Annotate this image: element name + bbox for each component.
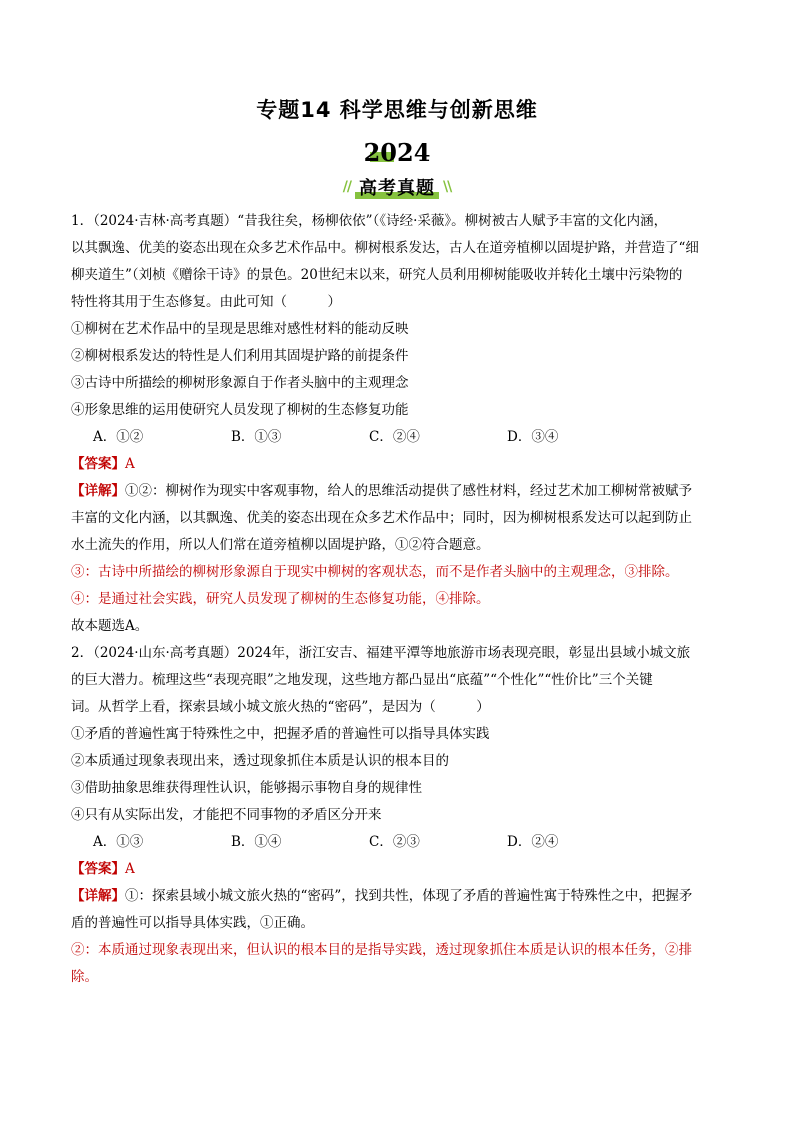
question-text-line: 以其飘逸、优美的姿态出现在众多艺术作品中。柳树根系发达，古人在道旁植柳以固堤护路，并营造了“细 — [71, 240, 699, 256]
answer-value: A — [125, 861, 135, 877]
detail-line — [71, 883, 727, 910]
detail-text: ①②：柳树作为现实中客观事物，给人的思维活动提供了感性材料，经过艺术加工柳树常被赋予 — [125, 483, 692, 499]
question-text-line: 1．（2024·吉林·高考真题）“昔我往矣，杨柳依依”（《诗经·采薇》。柳树被古人赋予丰富的文化内涵， — [71, 213, 668, 229]
question-2 — [71, 640, 727, 991]
detail-text: 丰富的文化内涵，以其飘逸、优美的姿态出现在众多艺术作品中；同时，因为柳树根系发达可以起到防止 — [71, 510, 692, 526]
answer-line — [71, 856, 727, 883]
statement: ①矛盾的普遍性寓于特殊性之中，把握矛盾的普遍性可以指导具体实践 — [71, 726, 490, 742]
section-banner — [343, 174, 451, 200]
question-text-line: 柳夹道生”（刘桢《赠徐干诗》的景色。20世纪末以来，研究人员利用柳树能吸收并转化土壤中污染物的 — [71, 267, 683, 283]
answer-tag: 【答案】 — [71, 456, 125, 472]
statement: ③借助抽象思维获得理性认识，能够揭示事物自身的规律性 — [71, 780, 422, 796]
answer-tag: 【答案】 — [71, 861, 125, 877]
option-b: B．①④ — [231, 834, 282, 850]
questions-content — [71, 208, 727, 991]
conclusion: 故本题选A。 — [71, 618, 149, 634]
section-banner-label: 高考真题 — [355, 174, 439, 200]
statement: ②本质通过现象表现出来，透过现象抓住本质是认识的根本目的 — [71, 753, 449, 769]
answer-value: A — [125, 456, 135, 472]
banner-slash-right: \\ — [443, 179, 452, 195]
detail-text-red: ②：本质通过现象表现出来，但认识的根本目的是指导实践，透过现象抓住本质是认识的根本任务，②排 — [71, 942, 692, 958]
option-c: C．②④ — [369, 429, 420, 445]
question-text-line: 词。从哲学上看，探索县域小城文旅火热的“密码”，是因为（ ） — [71, 699, 490, 715]
question-text-line: 2．（2024·山东·高考真题）2024年，浙江安吉、福建平潭等地旅游市场表现亮眼，彰显出县域小城文旅 — [71, 645, 691, 661]
page-title: 专题14 科学思维与创新思维 — [256, 98, 538, 122]
detail-text-red: 除。 — [71, 969, 98, 985]
answer-line — [71, 451, 727, 478]
option-a: A．①② — [93, 429, 144, 445]
detail-text: 盾的普遍性可以指导具体实践，①正确。 — [71, 915, 314, 931]
question-1 — [71, 208, 727, 640]
option-a: A．①③ — [93, 834, 144, 850]
statement: ①柳树在艺术作品中的呈现是思维对感性材料的能动反映 — [71, 321, 409, 337]
detail-line — [71, 478, 727, 505]
statement: ③古诗中所描绘的柳树形象源自于作者头脑中的主观理念 — [71, 375, 409, 391]
statement: ④只有从实际出发，才能把不同事物的矛盾区分开来 — [71, 807, 382, 823]
year-heading: 2024 — [363, 138, 431, 167]
statement: ④形象思维的运用使研究人员发现了柳树的生态修复功能 — [71, 402, 409, 418]
question-text-line: 的巨大潜力。梳理这些“表现亮眼”之地发现，这些地方都凸显出“底蕴”“个性化”“性价比”三个关键 — [71, 672, 653, 688]
option-b: B．①③ — [231, 429, 282, 445]
question-text-line: 特性将其用于生态修复。由此可知（ ） — [71, 294, 341, 310]
detail-text: ①：探索县域小城文旅火热的“密码”，找到共性，体现了矛盾的普遍性寓于特殊性之中，把握矛 — [125, 888, 693, 904]
options-row — [71, 424, 727, 451]
detail-text: 水土流失的作用，所以人们常在道旁植柳以固堤护路，①②符合题意。 — [71, 537, 490, 553]
statement: ②柳树根系发达的特性是人们利用其固堤护路的前提条件 — [71, 348, 409, 364]
option-d: D．②④ — [507, 834, 559, 850]
options-row — [71, 829, 727, 856]
banner-slash-left: // — [342, 179, 351, 195]
detail-text-red: ③：古诗中所描绘的柳树形象源自于现实中柳树的客观状态，而不是作者头脑中的主观理念，③排除。 — [71, 564, 679, 580]
option-c: C．②③ — [369, 834, 420, 850]
detail-text-red: ④：是通过社会实践，研究人员发现了柳树的生态修复功能，④排除。 — [71, 591, 490, 607]
option-d: D．③④ — [507, 429, 559, 445]
detail-tag: 【详解】 — [71, 483, 125, 499]
detail-tag: 【详解】 — [71, 888, 125, 904]
